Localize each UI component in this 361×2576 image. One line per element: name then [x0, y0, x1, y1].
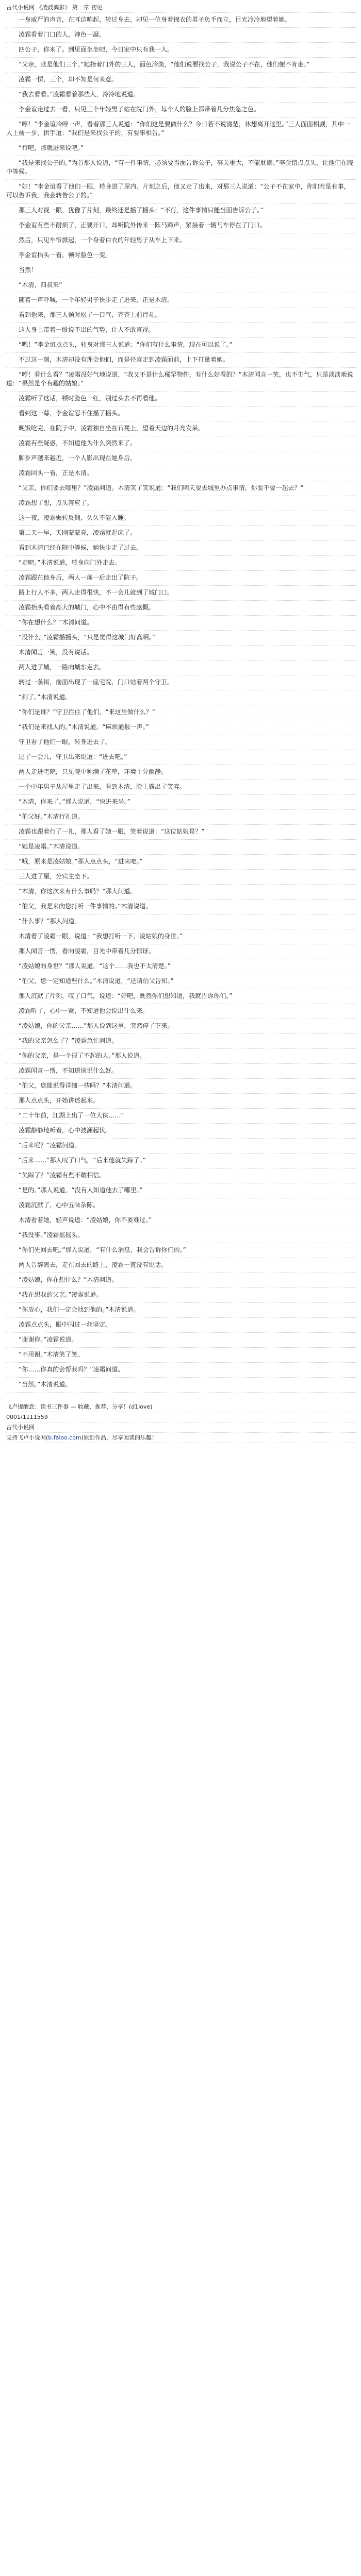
paragraph-text: 一身威严的声音，在耳边响起，转过身去，却见一位身着锦衣的男子负手而立，目光冷冷地望着她。 — [19, 16, 291, 23]
paragraph — [6, 780, 356, 795]
paragraph — [6, 1243, 356, 1258]
document-footer — [6, 1402, 356, 1443]
paragraph — [6, 421, 356, 436]
paragraph-text: “行吧，那就进来说吧。” — [19, 144, 84, 151]
paragraph — [6, 1124, 356, 1139]
paragraph-text: “你的父亲，是一个很了不起的人。”那人说道。 — [19, 1052, 146, 1059]
paragraph — [6, 263, 356, 278]
paragraph-text: 那人点点头，开始讲述起来。 — [19, 1097, 100, 1104]
paragraph — [6, 73, 356, 88]
paragraph — [6, 1213, 356, 1228]
paragraph-text: 第二天一早，天刚蒙蒙亮，凌霜就起床了。 — [19, 529, 137, 536]
paragraph — [6, 959, 356, 974]
paragraph-text: 脚步声越来越近，一个人影出现在她身后。 — [19, 454, 137, 462]
paragraph — [6, 233, 356, 248]
paragraph — [6, 338, 356, 353]
paragraph-text: 凌霜一愣，三个，却不知是何来意。 — [19, 76, 118, 83]
paragraph-text: 凌霜听了，心中一紧，不知道他会说出什么来。 — [19, 1007, 149, 1014]
paragraph-text: “伯父，我是来向您打听一件事情的。”木清说道。 — [19, 903, 152, 910]
paragraph — [6, 586, 356, 601]
paragraph-text: “我是来找公子的。”为首那人说道，“有一件事情，必须要当面告诉公子，事关重大，不能耽搁。”李金谊点点头，让他们在院中等候。 — [6, 159, 353, 175]
paragraph — [6, 481, 356, 496]
paragraph-text: 晚饭吃完，在院子中，凌霜独自坐在石凳上，望着天边的月亮发呆。 — [19, 425, 205, 432]
paragraph — [6, 406, 356, 421]
paragraph-text: “你……你真的会帮我吗？”凌霜问道。 — [19, 1366, 124, 1373]
paragraph — [6, 1258, 356, 1273]
paragraph-text: 不过这一刻，木清却没有理会他们，而是径直走到凌霜面前，上下打量着她。 — [19, 356, 229, 363]
paragraph-text: 然后，只见车帘掀起，一个身着白衣的年轻男子从车上下来。 — [19, 236, 186, 244]
paragraph-text: “什么事？”那人问道。 — [19, 918, 81, 925]
paragraph-text: “凌姑娘，你的父亲……”那人说到这里，突然停了下来。 — [19, 1022, 174, 1029]
paragraph-text: “不用谢。”木清笑了笑。 — [19, 1351, 84, 1358]
paragraph — [6, 541, 356, 556]
paragraph — [6, 511, 356, 526]
paragraph — [6, 451, 356, 466]
paragraph — [6, 974, 356, 989]
paragraph-text: “我去看看。”凌霜看着那些人，冷冷地说道。 — [19, 91, 140, 98]
paragraph — [6, 1139, 356, 1154]
paragraph-text: 看到他来，那三人顿时松了一口气，齐齐上前行礼。 — [19, 311, 161, 318]
paragraph-text: “后来……”那人叹了口气，“后来他就失踪了。” — [19, 1157, 146, 1164]
paragraph-text: “我没事。”凌霜摇摇头。 — [19, 1231, 84, 1239]
paragraph-text: 木清闻言一笑，没有说话。 — [19, 649, 93, 656]
paragraph — [6, 735, 356, 750]
paragraph-text: 这一夜，凌霜辗转反侧，久久不能入睡。 — [19, 514, 130, 521]
paragraph — [6, 1109, 356, 1124]
paragraph — [6, 929, 356, 944]
paragraph-text: “木清，你这次来有什么事吗？”那人问道。 — [19, 888, 137, 895]
paragraph — [6, 1378, 356, 1393]
paragraph-text: “我的父亲怎么了？”凌霜急忙问道。 — [19, 1037, 118, 1044]
paragraph-text: “伯父好。”木清行礼道。 — [19, 813, 84, 820]
paragraph — [6, 353, 356, 368]
paragraph — [6, 720, 356, 735]
footer-support-suffix: )原创作品，尽享阅读的乐趣！ — [81, 1434, 157, 1441]
paragraph-text: “她是凌霜。”木清说道。 — [19, 843, 84, 850]
paragraph — [6, 900, 356, 914]
paragraph — [6, 43, 356, 58]
paragraph — [6, 810, 356, 825]
paragraph — [6, 1348, 356, 1363]
footer-support-prefix: 支持飞卢小说网( — [6, 1434, 48, 1441]
paragraph — [6, 765, 356, 780]
paragraph-text: “没什么。”凌霜摇摇头，“只是觉得这城门好高啊。” — [19, 634, 155, 641]
paragraph — [6, 248, 356, 263]
paragraph-text: 凌霜有些疑惑，不知道他为什么突然来了。 — [19, 439, 137, 447]
paragraph — [6, 556, 356, 571]
paragraph — [6, 1168, 356, 1183]
paragraph — [6, 323, 356, 338]
paragraph — [6, 1183, 356, 1198]
paragraph — [6, 180, 356, 204]
paragraph — [6, 1273, 356, 1288]
paragraph-text: 木清看着她，轻声说道：“凌姑娘，你不要难过。” — [19, 1216, 152, 1224]
paragraph — [6, 870, 356, 885]
paragraph — [6, 1198, 356, 1213]
paragraph-text: 李金谊走过去一看，只见三个年轻男子站在院门外，每个人的脸上都带着几分焦急之色。 — [19, 106, 260, 113]
paragraph — [6, 885, 356, 900]
paragraph — [6, 571, 356, 586]
paragraph-text: 凌霜闻言一愣，不知道该说什么好。 — [19, 1067, 118, 1074]
paragraph — [6, 855, 356, 870]
paragraph — [6, 1034, 356, 1049]
paragraph-text: 看到木清已经在院中等候，她快步走了过去。 — [19, 544, 143, 551]
paragraph — [6, 88, 356, 103]
paragraph-text: 凌霜回头一看，正是木清。 — [19, 469, 93, 477]
paragraph — [6, 466, 356, 481]
footer-site-name: 古代小说网 — [6, 1422, 356, 1433]
paragraph-text: 守卫看了他们一眼，转身进去了。 — [19, 738, 112, 745]
paragraph — [6, 156, 356, 180]
paragraph — [6, 989, 356, 1004]
paragraph — [6, 204, 356, 218]
paragraph-text: “到了。”木清说道。 — [19, 693, 72, 701]
paragraph-text: 这人身上带着一股说不出的气势，让人不敢直视。 — [19, 326, 155, 333]
paragraph-text: “哼！”李金谊冷哼一声，看着那三人说道：“你们这是要做什么？今日若不说清楚，休想离开这里。”三人面面相觑，其中一人上前一步，拱手道：“我们是来找公子的，有要事相告。” — [6, 121, 350, 137]
footer-site-link[interactable]: b.faloo.com — [48, 1434, 81, 1441]
paragraph — [6, 293, 356, 308]
paragraph-text: “父亲，就是他们三个。”她指着门外的三人，面色冷淡，“他们说要找公子，我说公子不在，他们便不肯走。” — [19, 61, 310, 68]
paragraph — [6, 840, 356, 855]
paragraph — [6, 1318, 356, 1333]
paragraph-text: “走吧。”木清说道，转身向门外走去。 — [19, 559, 121, 566]
paragraph-text: “嗯！”李金谊点点头，转身对那三人说道：“你们有什么事情，现在可以说了。” — [19, 341, 233, 348]
paragraph-text: “你们是谁？”守卫拦住了他们，“来这里做什么？” — [19, 708, 155, 716]
paragraph-text: “哦，原来是凌姑娘。”那人点点头，“进来吧。” — [19, 858, 143, 865]
paragraph — [6, 117, 356, 141]
paragraph-text: 那人沉默了片刻，叹了口气，说道：“好吧，既然你们想知道，我就告诉你们。” — [19, 992, 233, 999]
paragraph-text: “父亲，你们要去哪里？”凌霜问道。木清笑了笑说道：“我们明天要去城里办点事情，你要不要一起去？” — [19, 484, 304, 492]
paragraph — [6, 218, 356, 233]
paragraph — [6, 944, 356, 959]
paragraph — [6, 631, 356, 646]
paragraph — [6, 103, 356, 117]
paragraph-text: 那三人对视一眼，犹豫了片刻，最终还是摇了摇头：“不行，这件事情只能当面告诉公子。” — [19, 207, 264, 214]
paragraph-text: “后来呢？”凌霜问道。 — [19, 1142, 81, 1149]
paragraph-text: “二十年前，江湖上出了一位大侠……” — [19, 1112, 124, 1119]
paragraph-text: 凌霜想了想，点头答应了。 — [19, 499, 93, 506]
paragraph — [6, 392, 356, 406]
paragraph-text: “好！”李金谊看了他们一眼，转身进了屋内。片刻之后，他又走了出来，对那三人说道：“公子不在家中，你们若是有事，可以告诉我，我会转告公子的。” — [6, 183, 350, 199]
paragraph-text: 凌霜沉默了，心中五味杂陈。 — [19, 1201, 100, 1209]
paragraph — [6, 601, 356, 616]
paragraph-text: 凌霜跟在他身后，两人一前一后走出了院子。 — [19, 574, 143, 581]
paragraph-text: “你在想什么？”木清问道。 — [19, 619, 93, 626]
paragraph-text: 那人闻言一愣，看向凌霜，目光中带着几分惊讶。 — [19, 947, 155, 955]
paragraph-text: 凌霜点点头，眼中闪过一丝坚定。 — [19, 1321, 112, 1328]
paragraph-text: 两人走进宅院，只见院中种满了花草，环境十分幽静。 — [19, 768, 168, 775]
paragraph — [6, 1064, 356, 1079]
paragraph-text: 当然！ — [19, 266, 38, 274]
document-header: 古代小说网 《凌波鸿影》 第一章 初见 — [6, 4, 356, 13]
paragraph-text: 李金谊有些不耐烦了，正要开口，却听院外传来一阵马蹄声，紧接着一辆马车停在了门口。 — [19, 222, 267, 229]
paragraph — [6, 1079, 356, 1094]
paragraph-text: 过了一会儿，守卫出来说道：“进去吧。” — [19, 753, 127, 760]
paragraph-text: “木清，四叔来” — [19, 281, 62, 289]
paragraph-text: 两人进了城，一路向城东走去。 — [19, 664, 106, 671]
paragraph-text: “我在想我的父亲。”凌霜说道。 — [19, 1291, 103, 1298]
paragraph — [6, 1303, 356, 1318]
paragraph — [6, 646, 356, 660]
paragraph-text: “你放心，我们一定会找到他的。”木清说道。 — [19, 1306, 140, 1313]
paragraph-text: “当然。”木清说道。 — [19, 1381, 72, 1388]
paragraph — [6, 616, 356, 631]
paragraph-text: “凌姑娘，你在想什么？”木清问道。 — [19, 1276, 118, 1283]
paragraph — [6, 795, 356, 810]
paragraph — [6, 690, 356, 705]
paragraph — [6, 1154, 356, 1168]
paragraph-text: 凌霜看着门口的人，神色一凝。 — [19, 31, 106, 38]
paragraph-text: “凌姑娘的身世？”那人说道，“这个……我也不太清楚。” — [19, 962, 171, 970]
paragraph — [6, 278, 356, 293]
paragraph — [6, 1094, 356, 1109]
paragraph — [6, 1333, 356, 1348]
paragraph-text: “伯父，您能说得详细一些吗？”木清问道。 — [19, 1082, 137, 1089]
paragraph — [6, 141, 356, 156]
paragraph — [6, 1049, 356, 1064]
paragraph-text: “我们是来找人的。”木清说道，“麻烦通报一声。” — [19, 723, 149, 731]
paragraph-text: 凌霜抬头看着高大的城门，心中不由得有些感慨。 — [19, 604, 155, 611]
paragraph-text: 凌霜听了这话，顿时脸色一红，别过头去不再看他。 — [19, 395, 161, 402]
paragraph — [6, 750, 356, 765]
paragraph-text: “失踪了？”凌霜有些不敢相信。 — [19, 1172, 106, 1179]
paragraph-text: 四公子，你来了。到里面坐坐吧，今日家中只有我一人。 — [19, 46, 174, 53]
paragraph-text: 看到这一幕，李金谊忍不住摇了摇头。 — [19, 410, 124, 417]
footer-support-line — [6, 1433, 356, 1443]
paragraph — [6, 58, 356, 73]
paragraph — [6, 436, 356, 451]
paragraph — [6, 705, 356, 720]
paragraph — [6, 526, 356, 541]
paragraph-text: 木清看了凌霜一眼，说道：“我想打听一下，凌姑娘的身世。” — [19, 933, 183, 940]
paragraph-text: 三人进了屋，分宾主坐下。 — [19, 873, 93, 880]
paragraph — [6, 1363, 356, 1378]
paragraph-text: 两人告辞离去，走在回去的路上，凌霜一直没有说话。 — [19, 1261, 168, 1268]
paragraph — [6, 1004, 356, 1019]
paragraph — [6, 1019, 356, 1034]
paragraph-text: 凌霜也跟着行了一礼，那人看了她一眼，笑着说道：“这位姑娘是？” — [19, 828, 205, 835]
paragraph-text: “木清，你来了。”那人说道，“快进来坐。” — [19, 798, 130, 805]
paragraph-text: “伯父，您一定知道些什么。”木清说道，“还请伯父告知。” — [19, 977, 174, 985]
paragraph-text: 一个中年男子从屋里走了出来，看到木清，脸上露出了笑容。 — [19, 783, 186, 790]
paragraph — [6, 368, 356, 392]
paragraph — [6, 914, 356, 929]
paragraph — [6, 675, 356, 690]
paragraph-text: 凌霜静静地听着，心中波澜起伏。 — [19, 1127, 112, 1134]
paragraph-text: 路上行人不多，两人走得很快，不一会儿就到了城门口。 — [19, 589, 174, 596]
paragraph-text: “你们先回去吧。”那人说道，“有什么消息，我会告诉你们的。” — [19, 1246, 186, 1253]
paragraph — [6, 1228, 356, 1243]
paragraph-text: “哼！看什么看？”凌霜没好气地说道，“我又不是什么稀罕物件，有什么好看的？”木清闻言一笑，也不生气，只是淡淡地说道：“果然是个有趣的姑娘。” — [6, 371, 353, 387]
paragraph — [6, 660, 356, 675]
paragraph — [6, 1288, 356, 1303]
paragraph-text: 转过一条街，前面出现了一座宅院，门口站着两个守卫。 — [19, 679, 174, 686]
paragraph-text: “谢谢你。”凌霜说道。 — [19, 1336, 78, 1343]
footer-id: 0001/1111559 — [6, 1412, 356, 1422]
paragraph — [6, 496, 356, 511]
paragraph — [6, 28, 356, 43]
paragraph-text: 李金谊抬头一看，顿时脸色一变。 — [19, 251, 112, 259]
paragraph — [6, 13, 356, 28]
paragraph-text: “是的。”那人说道，“没有人知道他去了哪里。” — [19, 1187, 143, 1194]
paragraph-text: 随着一声呼喊，一个年轻男子快步走了进来，正是木清。 — [19, 296, 174, 303]
footer-reminder: 飞卢提醒您：读书三件事 — 收藏、推荐、分享！(d1love) — [6, 1402, 356, 1412]
chapter-body — [6, 13, 356, 1393]
paragraph — [6, 825, 356, 840]
paragraph — [6, 308, 356, 323]
